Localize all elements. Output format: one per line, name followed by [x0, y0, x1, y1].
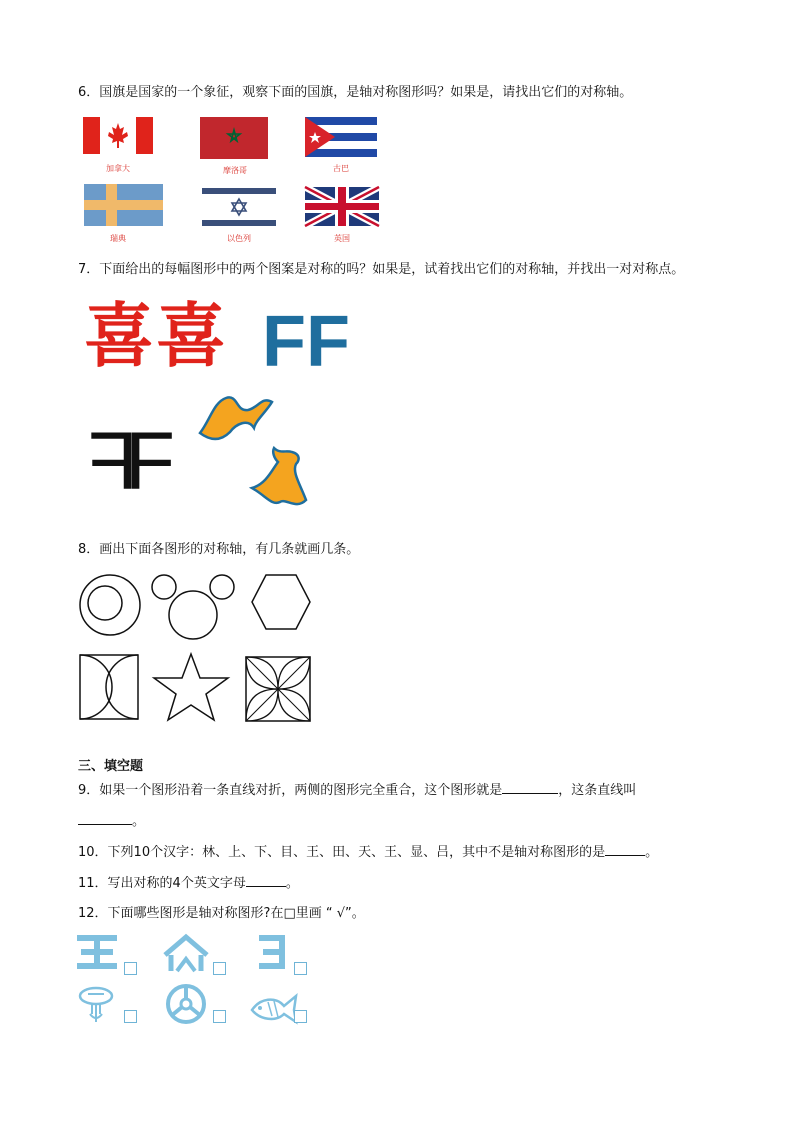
q9-blank-2[interactable] [78, 812, 132, 825]
xi-characters: 喜喜 [84, 295, 228, 377]
square-with-petals-shape [245, 656, 311, 722]
israel-flag-icon [202, 186, 276, 228]
checkbox-6[interactable] [294, 1010, 307, 1023]
q11-blank[interactable] [246, 874, 286, 887]
question-11 [78, 874, 299, 893]
mirrored-f-letter: F [88, 416, 139, 507]
flag-label-canada: 加拿大 [106, 164, 130, 173]
question-7: 7．下面给出的每幅图形中的两个图案是对称的吗？如果是，试着找出它们的对称轴，并找出一对对称点。 [78, 262, 685, 277]
q10-text: 10．下列10个汉字：林、上、下、目、王、田、天、王、显、吕，其中不是轴对称图形的是 [78, 845, 606, 860]
ff-letters: FF [262, 302, 350, 382]
wang-character-icon [77, 935, 119, 971]
q9-text-1: 9．如果一个图形沿着一条直线对折，两侧的图形完全重合，这个图形就是 [78, 783, 503, 798]
q9-text-2: ，这条直线叫 [558, 783, 637, 798]
nested-circles-shape [78, 573, 142, 637]
orange-bird-shapes [196, 388, 320, 516]
flag-label-israel: 以色列 [227, 234, 251, 243]
number-three-icon [259, 935, 289, 971]
cuba-flag-icon [305, 117, 377, 157]
q11-text: 11．写出对称的4个英文字母 [78, 876, 246, 891]
star-shape [152, 652, 230, 722]
checkbox-3[interactable] [294, 962, 307, 975]
flag-label-cuba: 古巴 [333, 164, 349, 173]
checkbox-2[interactable] [213, 962, 226, 975]
steering-wheel-icon [165, 984, 207, 1024]
question-6: 6．国旗是国家的一个象征，观察下面的国旗，是轴对称图形吗？如果是，请找出它们的对称轴。 [78, 85, 633, 100]
q9-blank-1[interactable] [502, 781, 558, 794]
flag-label-morocco: 摩洛哥 [223, 166, 247, 175]
question-9-line-2 [78, 812, 145, 831]
q10-end: 。 [645, 845, 659, 860]
question-9 [78, 781, 636, 800]
q9-end: 。 [132, 814, 146, 829]
f-letter: F [125, 416, 176, 507]
question-10 [78, 843, 658, 862]
q11-end: 。 [285, 876, 299, 891]
flag-label-sweden: 瑞典 [110, 234, 126, 243]
flag-label-uk: 英国 [334, 234, 350, 243]
sweden-flag-icon [84, 184, 163, 226]
q10-blank[interactable] [605, 843, 645, 856]
canada-flag-icon [83, 117, 153, 154]
question-8: 8．画出下面各图形的对称轴，有几条就画几条。 [78, 542, 360, 557]
uk-flag-icon [305, 187, 379, 226]
section-title: 三、填空题 [78, 759, 144, 774]
checkbox-1[interactable] [124, 962, 137, 975]
mouse-circles-shape [150, 573, 238, 641]
square-with-arcs-shape [79, 654, 139, 720]
fish-shape-icon [250, 990, 298, 1024]
house-shape-icon [163, 935, 209, 973]
checkbox-4[interactable] [124, 1010, 137, 1023]
question-12: 12．下面哪些图形是轴对称图形?在□里画 “ √”。 [78, 906, 365, 921]
hexagon-shape [250, 573, 312, 631]
lamp-shape-icon [78, 984, 114, 1024]
checkbox-5[interactable] [213, 1010, 226, 1023]
morocco-flag-icon [200, 117, 268, 159]
